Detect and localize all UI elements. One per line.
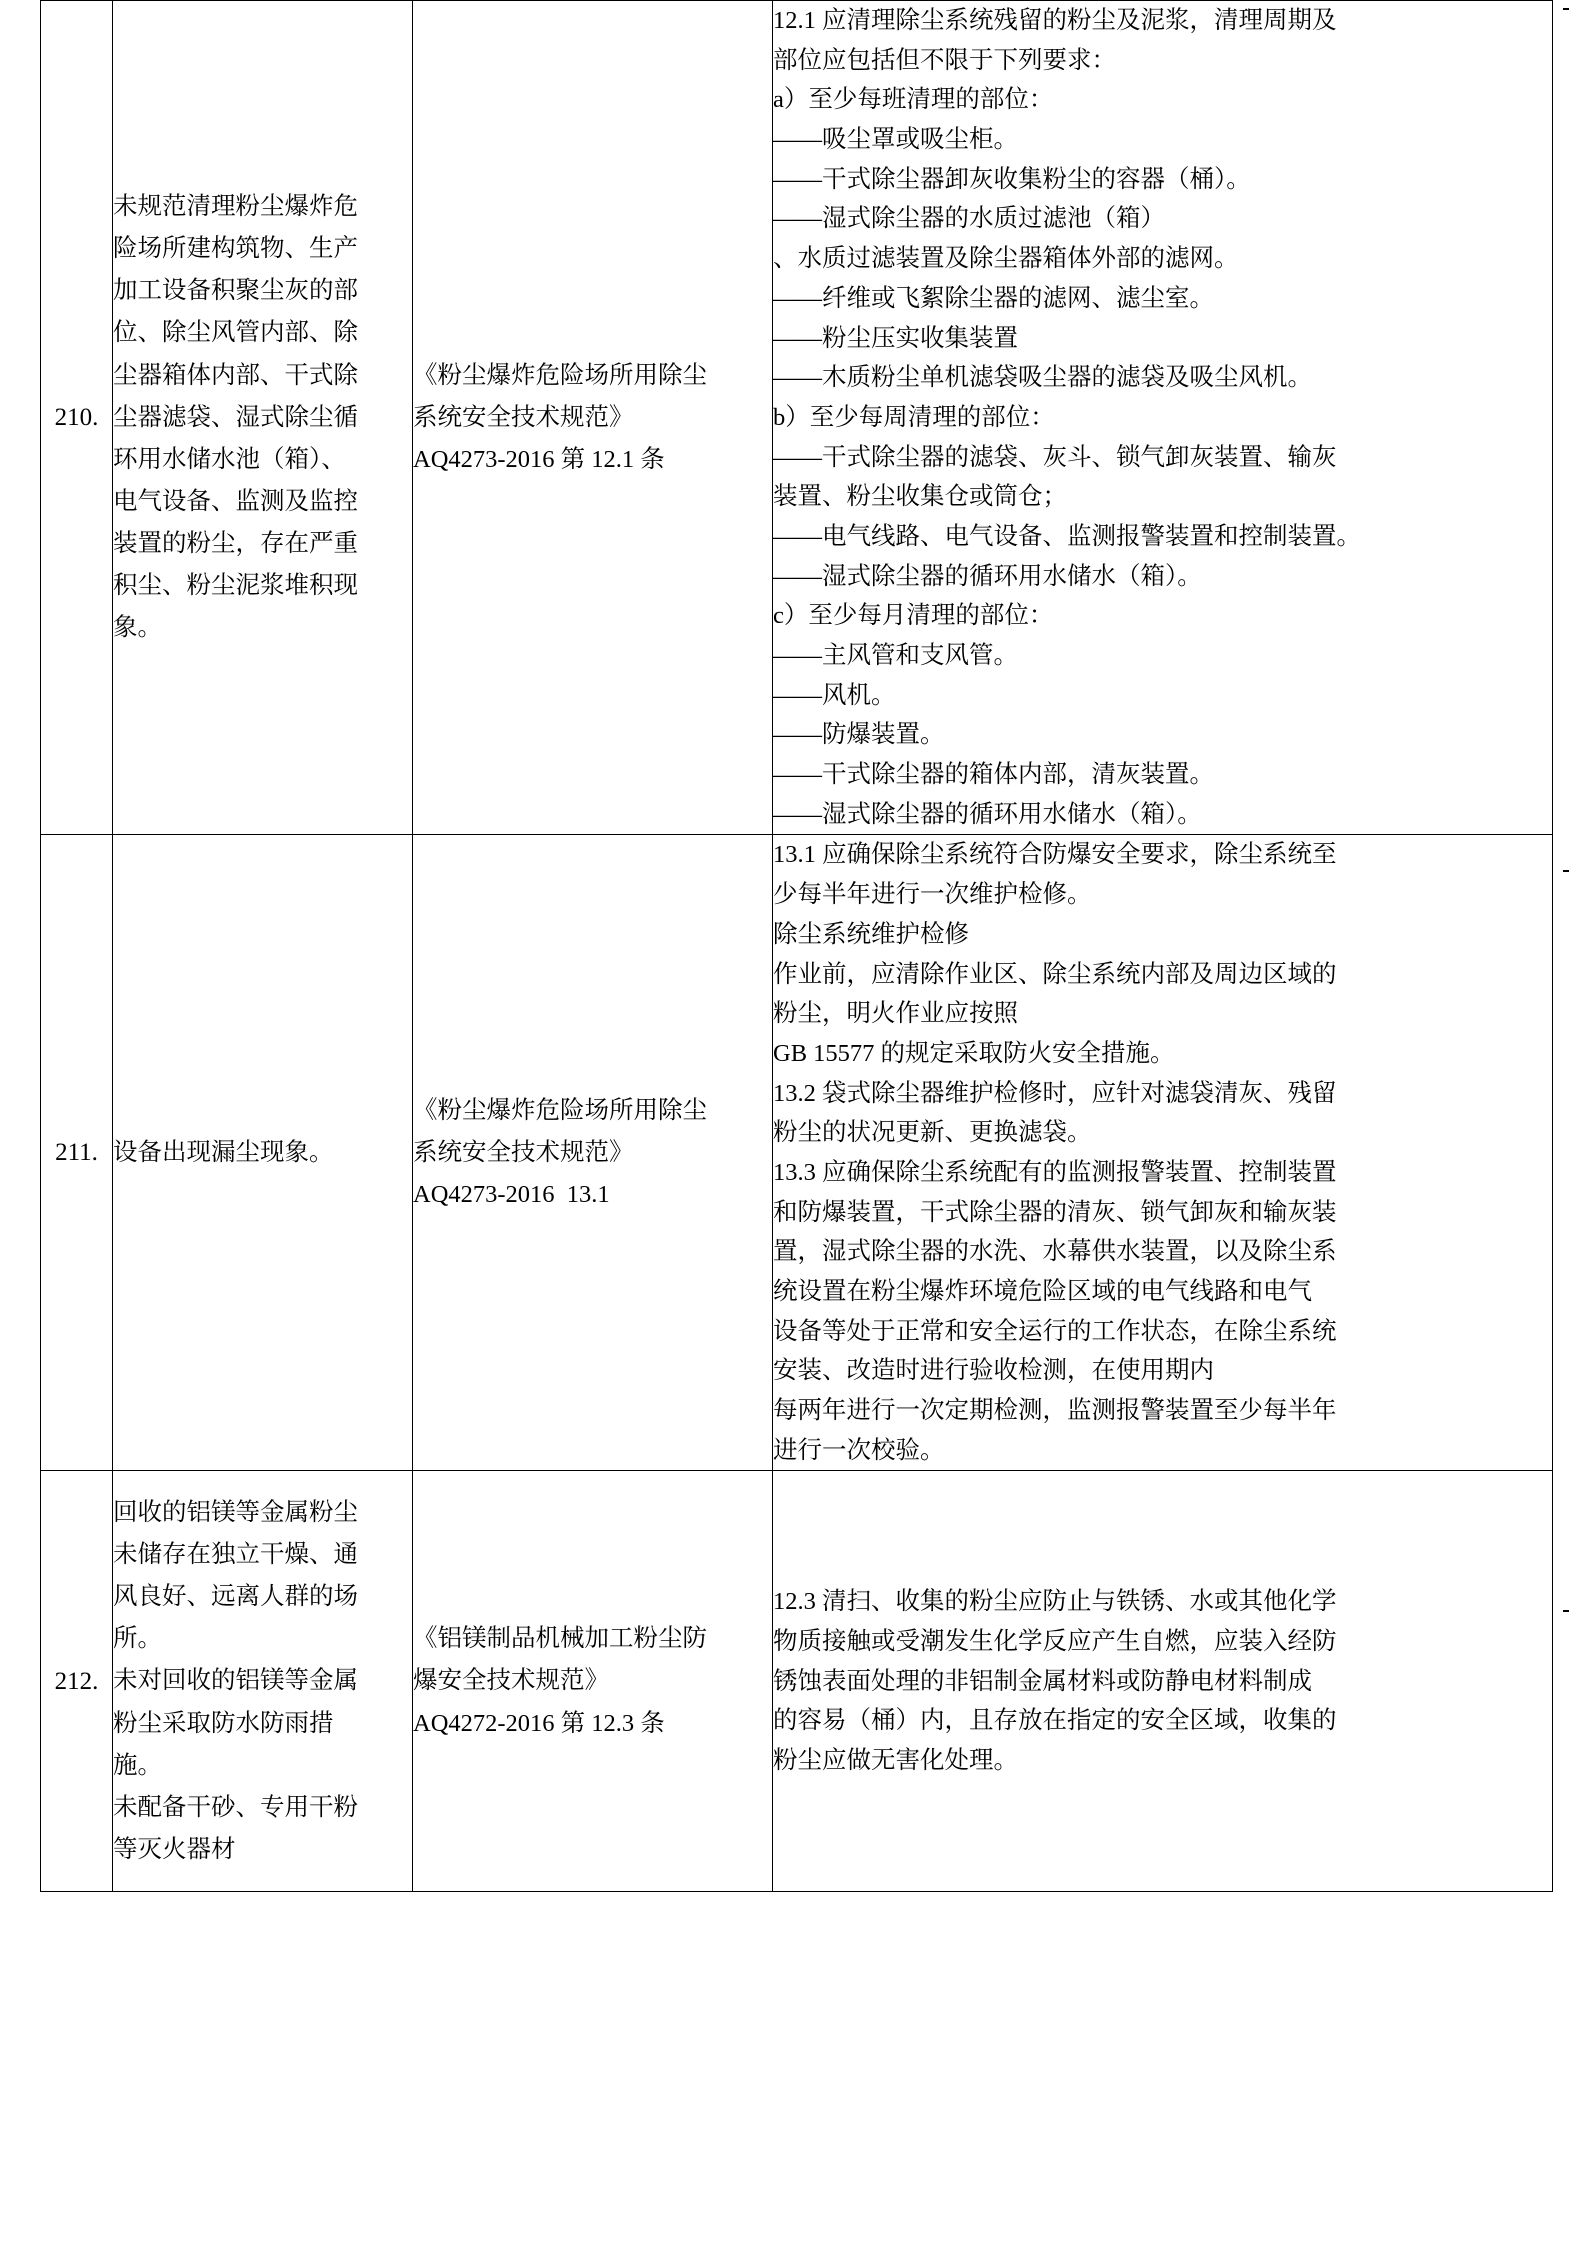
req-line: 粉尘应做无害化处理。	[773, 1746, 1018, 1774]
desc-line: 积尘、粉尘泥浆堆积现	[113, 572, 358, 600]
req-line: ——电气线路、电气设备、监测报警装置和控制装置。	[773, 522, 1361, 550]
ref-line: 系统安全技术规范》	[413, 403, 634, 431]
problem-description-cell	[113, 1, 413, 835]
req-line: 每两年进行一次定期检测，监测报警装置至少每半年	[773, 1397, 1337, 1425]
req-line: a）至少每班清理的部位：	[773, 86, 1054, 114]
ref-line: 爆安全技术规范》	[413, 1667, 609, 1695]
ref-line: AQ4273-2016 13.1	[413, 1181, 610, 1208]
req-line: 设备等处于正常和安全运行的工作状态，在除尘系统	[773, 1317, 1337, 1345]
desc-line: 未配备干砂、专用干粉	[113, 1793, 358, 1821]
desc-line: 象。	[113, 614, 162, 642]
requirements-table	[40, 0, 1553, 1892]
req-line: 统设置在粉尘爆炸环境危险区域的电气线路和电气	[773, 1278, 1312, 1305]
ref-line: AQ4273-2016 第 12.1 条	[413, 445, 665, 473]
req-line: 12.1 应清理除尘系统残留的粉尘及泥浆，清理周期及	[773, 7, 1337, 34]
req-line: 少每半年进行一次维护检修。	[773, 881, 1092, 909]
desc-line: 环用水储水池（箱）、	[113, 445, 346, 473]
row-index: 212.	[54, 1667, 99, 1695]
req-line: ——湿式除尘器的循环用水储水（箱）。	[773, 800, 1202, 828]
req-line: 进行一次校验。	[773, 1436, 945, 1464]
desc-line: 位、除尘风管内部、除	[113, 319, 358, 347]
desc-line: 风良好、远离人群的场	[113, 1583, 358, 1611]
row-index-cell	[41, 835, 113, 1471]
ref-line: 《铝镁制品机械加工粉尘防	[413, 1625, 707, 1653]
req-line: 锈蚀表面处理的非铝制金属材料或防静电材料制成	[773, 1667, 1312, 1695]
page-edge-mark	[1563, 1610, 1569, 1612]
standard-requirement-cell	[773, 835, 1553, 1471]
req-line: ——木质粉尘单机滤袋吸尘器的滤袋及吸尘风机。	[773, 364, 1312, 392]
table-row	[41, 835, 1553, 1471]
req-line: 部位应包括但不限于下列要求：	[773, 46, 1116, 74]
req-line: 13.3 应确保除尘系统配有的监测报警装置、控制装置	[773, 1158, 1337, 1186]
row-index: 210.	[54, 403, 99, 431]
standard-reference-cell	[413, 1471, 773, 1892]
req-line: b）至少每周清理的部位：	[773, 403, 1055, 431]
req-line: ——防爆装置。	[773, 721, 945, 749]
row-index-cell	[41, 1, 113, 835]
row-index-cell	[41, 1471, 113, 1892]
table-row	[41, 1471, 1553, 1892]
ref-line: 系统安全技术规范》	[413, 1138, 634, 1166]
req-line: 的容易（桶）内，且存放在指定的安全区域，收集的	[773, 1707, 1337, 1735]
req-line: 装置、粉尘收集仓或筒仓；	[773, 483, 1067, 511]
req-line: ——干式除尘器的箱体内部，清灰装置。	[773, 761, 1214, 789]
req-line: ——粉尘压实收集装置	[773, 324, 1018, 352]
desc-line: 未规范清理粉尘爆炸危	[113, 193, 358, 221]
desc-line: 未储存在独立干燥、通	[113, 1541, 358, 1568]
req-line: c）至少每月清理的部位：	[773, 602, 1054, 630]
ref-line: 《粉尘爆炸危险场所用除尘	[413, 1096, 707, 1124]
ref-line: AQ4272-2016 第 12.3 条	[413, 1709, 665, 1737]
desc-line: 加工设备积聚尘灰的部	[113, 277, 358, 305]
standard-reference-cell	[413, 835, 773, 1471]
req-line: ——干式除尘器的滤袋、灰斗、锁气卸灰装置、输灰	[773, 443, 1337, 471]
page-edge-mark	[1563, 870, 1569, 872]
req-line: 、水质过滤装置及除尘器箱体外部的滤网。	[773, 245, 1239, 273]
desc-line: 电气设备、监测及监控	[113, 487, 358, 515]
req-line: 除尘系统维护检修	[773, 920, 969, 948]
standard-reference-cell	[413, 1, 773, 835]
desc-line: 尘器箱体内部、干式除	[113, 361, 358, 389]
desc-line: 未对回收的铝镁等金属	[113, 1667, 358, 1695]
req-line: ——吸尘罩或吸尘柜。	[773, 126, 1018, 154]
desc-line: 等灭火器材	[113, 1835, 236, 1863]
req-line: ——湿式除尘器的循环用水储水（箱）。	[773, 562, 1202, 590]
problem-description-cell	[113, 835, 413, 1471]
req-line: ——湿式除尘器的水质过滤池（箱）	[773, 205, 1165, 233]
req-line: ——主风管和支风管。	[773, 642, 1018, 669]
req-line: 置，湿式除尘器的水洗、水幕供水装置，以及除尘系	[773, 1238, 1337, 1266]
req-line: ——纤维或飞絮除尘器的滤网、滤尘室。	[773, 284, 1214, 312]
desc-line: 尘器滤袋、湿式除尘循	[113, 403, 358, 431]
req-line: GB 15577 的规定采取防火安全措施。	[773, 1039, 1175, 1067]
desc-line: 装置的粉尘，存在严重	[113, 530, 358, 558]
ref-line: 《粉尘爆炸危险场所用除尘	[413, 361, 707, 389]
table-row	[41, 1, 1553, 835]
req-line: 粉尘，明火作业应按照	[773, 1000, 1018, 1028]
req-line: 和防爆装置，干式除尘器的清灰、锁气卸灰和输灰装	[773, 1198, 1337, 1226]
req-line: ——干式除尘器卸灰收集粉尘的容器（桶）。	[773, 165, 1251, 193]
req-line: 粉尘的状况更新、更换滤袋。	[773, 1119, 1092, 1147]
req-line: 安装、改造时进行验收检测，在使用期内	[773, 1357, 1214, 1385]
standard-requirement-cell	[773, 1471, 1553, 1892]
desc-line: 施。	[113, 1751, 162, 1779]
req-line: 12.3 清扫、收集的粉尘应防止与铁锈、水或其他化学	[773, 1588, 1337, 1616]
req-line: 物质接触或受潮发生化学反应产生自燃，应装入经防	[773, 1627, 1337, 1655]
page-edge-mark	[1563, 8, 1569, 10]
req-line: ——风机。	[773, 681, 896, 709]
desc-line: 所。	[113, 1625, 162, 1653]
req-line: 13.1 应确保除尘系统符合防爆安全要求，除尘系统至	[773, 841, 1337, 869]
desc-line: 回收的铝镁等金属粉尘	[113, 1498, 358, 1526]
req-line: 13.2 袋式除尘器维护检修时，应针对滤袋清灰、残留	[773, 1079, 1337, 1107]
desc-line: 粉尘采取防水防雨措	[113, 1709, 334, 1737]
standard-requirement-cell	[773, 1, 1553, 835]
desc-line: 险场所建构筑物、生产	[113, 235, 358, 263]
row-index: 211.	[55, 1139, 98, 1167]
desc-line: 设备出现漏尘现象。	[113, 1138, 334, 1166]
problem-description-cell	[113, 1471, 413, 1892]
req-line: 作业前，应清除作业区、除尘系统内部及周边区域的	[773, 960, 1337, 988]
